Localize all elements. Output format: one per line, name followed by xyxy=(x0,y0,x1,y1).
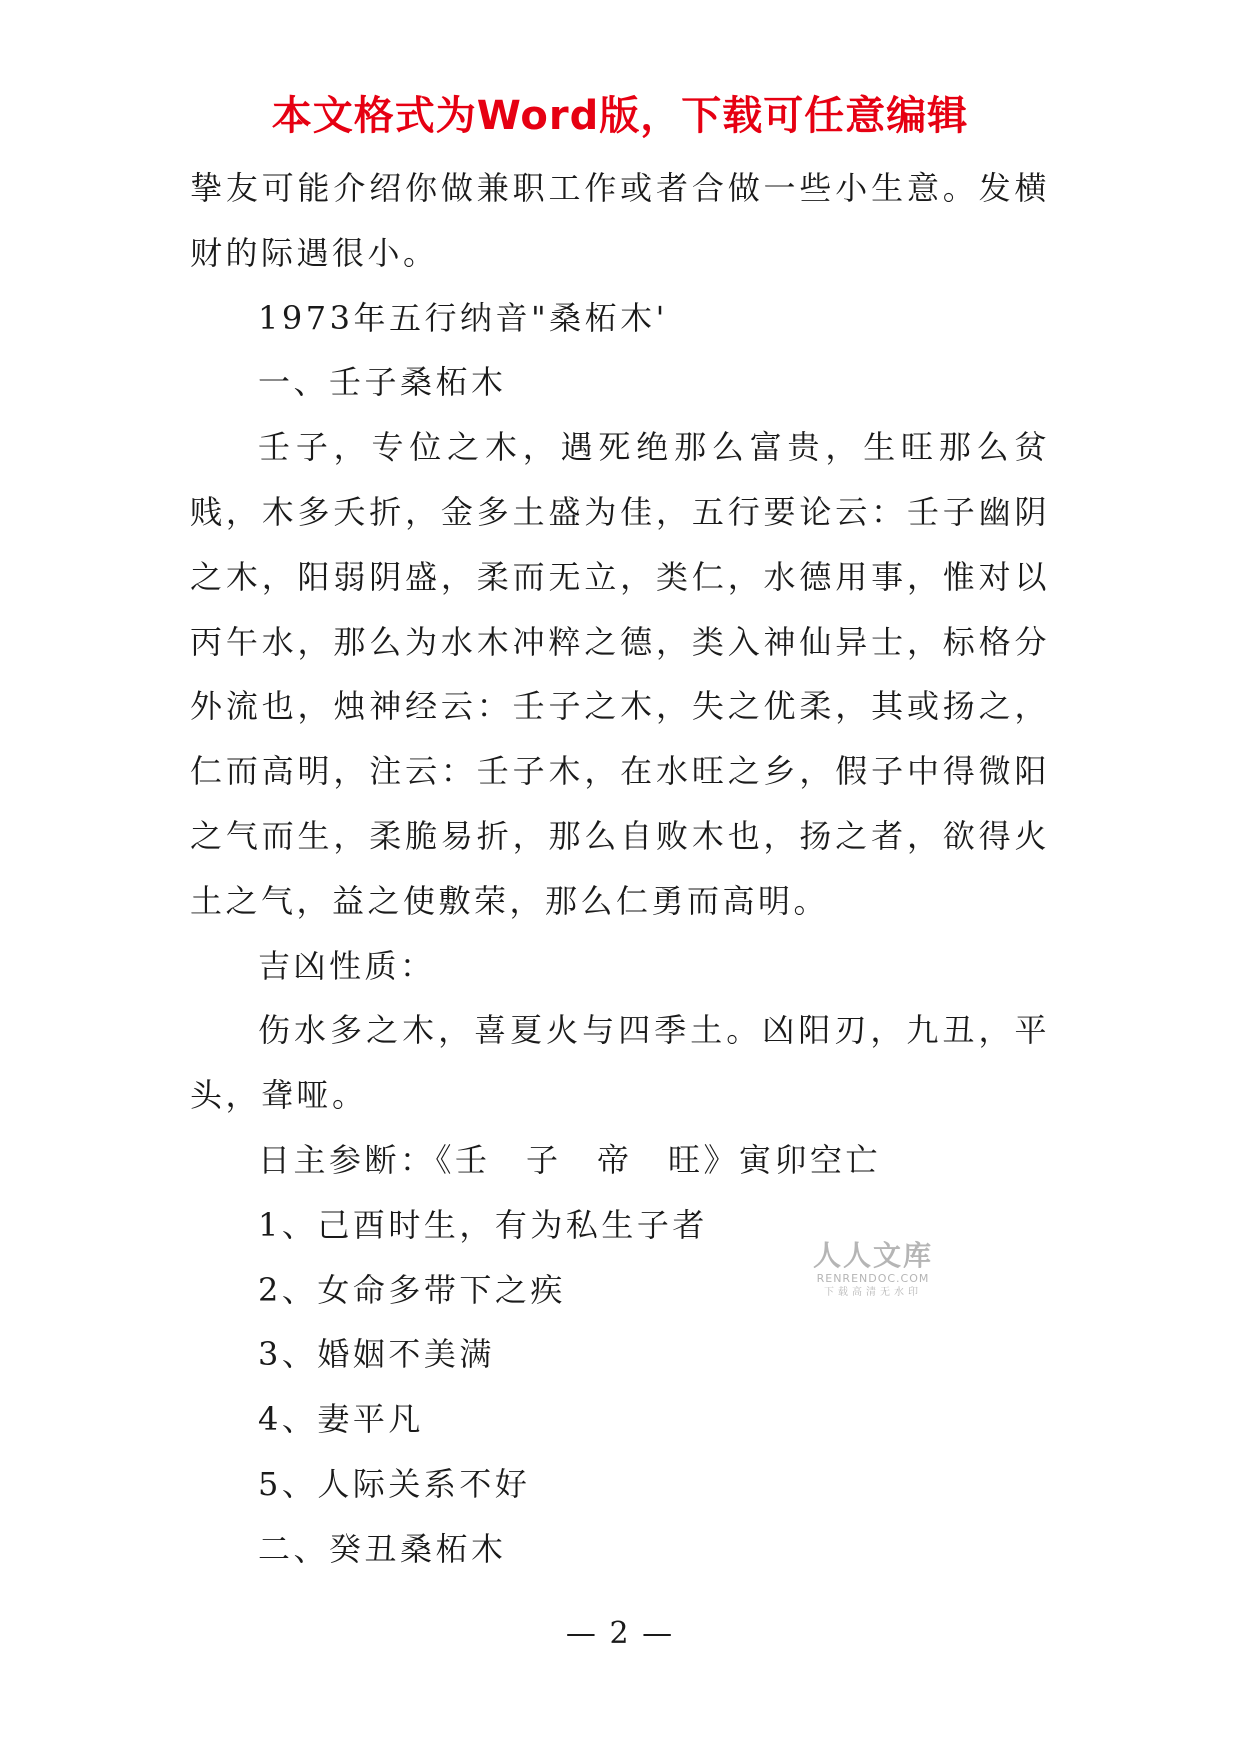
watermark-tagline: 下载高清无水印 xyxy=(824,1287,922,1298)
paragraph: 伤水多之木，喜夏火与四季土。凶阳刃，九丑，平头，聋哑。 xyxy=(190,1011,1050,1115)
paragraph: 壬子，专位之木，遇死绝那么富贵，生旺那么贫贱，木多夭折，金多土盛为佳，五行要论云：壬子幽阴之木，阳弱阴盛，柔而无立，类仁，水德用事，惟对以丙午水，那么为水木冲粹之德，类入神仙异士，标格分外流也，烛神经云：壬子之木，失之优柔，其或扬之，仁而高明，注云：壬子木，在水旺之乡，假子中得微阳之气而生，柔脆易折，那么自败木也，扬之者，欲得火土之气，益之使敷荣，那么仁勇而高明。 xyxy=(190,428,1050,920)
list-item: 1、己酉时生，有为私生子者 xyxy=(258,1205,708,1244)
paragraph: 吉凶性质： xyxy=(258,946,436,985)
list-item: 2、女命多带下之疾 xyxy=(258,1270,566,1309)
list-item: 4、妻平凡 xyxy=(258,1400,424,1439)
watermark-domain: RENRENDOC.COM xyxy=(816,1272,930,1285)
download-banner: 本文格式为Word版，下载可任意编辑 xyxy=(271,93,969,139)
watermark-logo xyxy=(808,1240,938,1300)
page-number: — 2 — xyxy=(565,1616,675,1651)
watermark-title: 人人文库 xyxy=(812,1239,933,1272)
paragraph: 挚友可能介绍你做兼职工作或者合做一些小生意。发横财的际遇很小。 xyxy=(190,169,1050,272)
list-item: 5、人际关系不好 xyxy=(258,1464,531,1503)
section-heading: 二、癸丑桑柘木 xyxy=(258,1529,507,1568)
paragraph: 1973年五行纳音"桑柘木' xyxy=(258,298,668,337)
list-item: 3、婚姻不美满 xyxy=(258,1335,495,1374)
document-body xyxy=(190,156,1050,1582)
section-heading: 一、壬子桑柘木 xyxy=(258,363,507,402)
paragraph: 日主参断：《壬 子 帝 旺》寅卯空亡 xyxy=(258,1140,882,1179)
